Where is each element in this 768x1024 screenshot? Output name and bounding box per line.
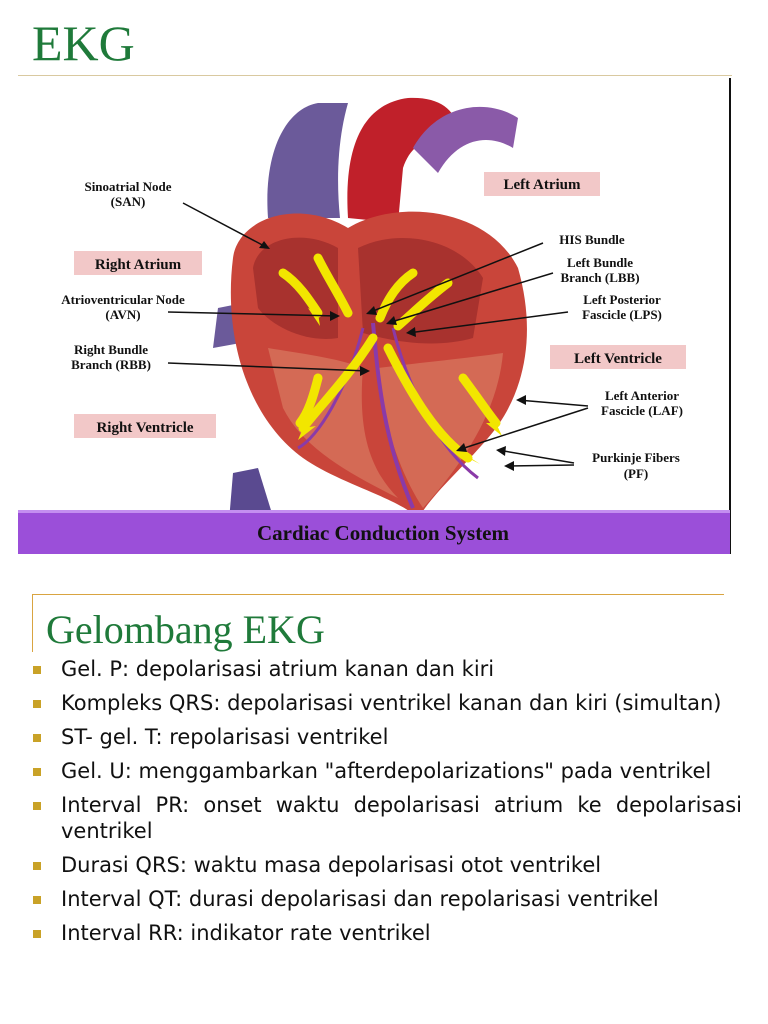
label-lbb-line1: Left Bundle <box>566 255 634 270</box>
list-item: Kompleks QRS: depolarisasi ventrikel kanan dan kiri (simultan) <box>30 690 742 716</box>
label-laf-line2: Fascicle (LAF) <box>601 403 683 418</box>
label-san-line2: (SAN) <box>110 194 146 209</box>
list-item: Interval PR: onset waktu depolarisasi atrium ke depolarisasi ventrikel <box>30 792 742 844</box>
label-pf-line2: (PF) <box>623 466 649 481</box>
label-rbb-line2: Branch (RBB) <box>71 357 151 372</box>
section-accent-line <box>32 594 33 652</box>
label-lbb-line2: Branch (LBB) <box>560 270 640 285</box>
slide-title: EKG <box>32 15 135 71</box>
list-item: Interval RR: indikator rate ventrikel <box>30 920 742 946</box>
label-pf-line1: Purkinje Fibers <box>592 450 680 465</box>
label-right-atrium: Right Atrium <box>94 257 182 273</box>
label-right-ventricle: Right Ventricle <box>96 420 194 436</box>
label-lps-line2: Fascicle (LPS) <box>582 307 662 322</box>
bullet-square-icon <box>33 666 41 674</box>
list-item: Interval QT: durasi depolarisasi dan repolarisasi ventrikel <box>30 886 742 912</box>
label-rbb-line1: Right Bundle <box>73 342 149 357</box>
bullet-square-icon <box>33 734 41 742</box>
bullet-square-icon <box>33 768 41 776</box>
label-left-ventricle: Left Ventricle <box>574 351 662 367</box>
bullet-square-icon <box>33 862 41 870</box>
label-avn-line2: (AVN) <box>105 307 141 322</box>
label-his-bundle: HIS Bundle <box>559 232 625 247</box>
title-divider <box>18 75 732 76</box>
bullet-square-icon <box>33 700 41 708</box>
label-laf-line1: Left Anterior <box>604 388 680 403</box>
label-san-line1: Sinoatrial Node <box>84 179 172 194</box>
list-item: Gel. P: depolarisasi atrium kanan dan kiri <box>30 656 742 682</box>
label-lps-line1: Left Posterior <box>583 292 661 307</box>
heart-illustration <box>213 98 527 543</box>
section-divider <box>32 594 724 595</box>
bullet-list <box>30 656 742 954</box>
label-avn-line1: Atrioventricular Node <box>61 292 185 307</box>
bullet-square-icon <box>33 930 41 938</box>
bullet-square-icon <box>33 802 41 810</box>
bullet-square-icon <box>33 896 41 904</box>
section-title: Gelombang EKG <box>46 607 325 652</box>
figure-caption: Cardiac Conduction System <box>256 521 510 545</box>
list-item: Durasi QRS: waktu masa depolarisasi otot ventrikel <box>30 852 742 878</box>
list-item: Gel. U: menggambarkan "afterdepolarizations" pada ventrikel <box>30 758 742 784</box>
list-item: ST- gel. T: repolarisasi ventrikel <box>30 724 742 750</box>
cardiac-conduction-figure <box>18 78 732 554</box>
label-left-atrium: Left Atrium <box>503 177 581 193</box>
